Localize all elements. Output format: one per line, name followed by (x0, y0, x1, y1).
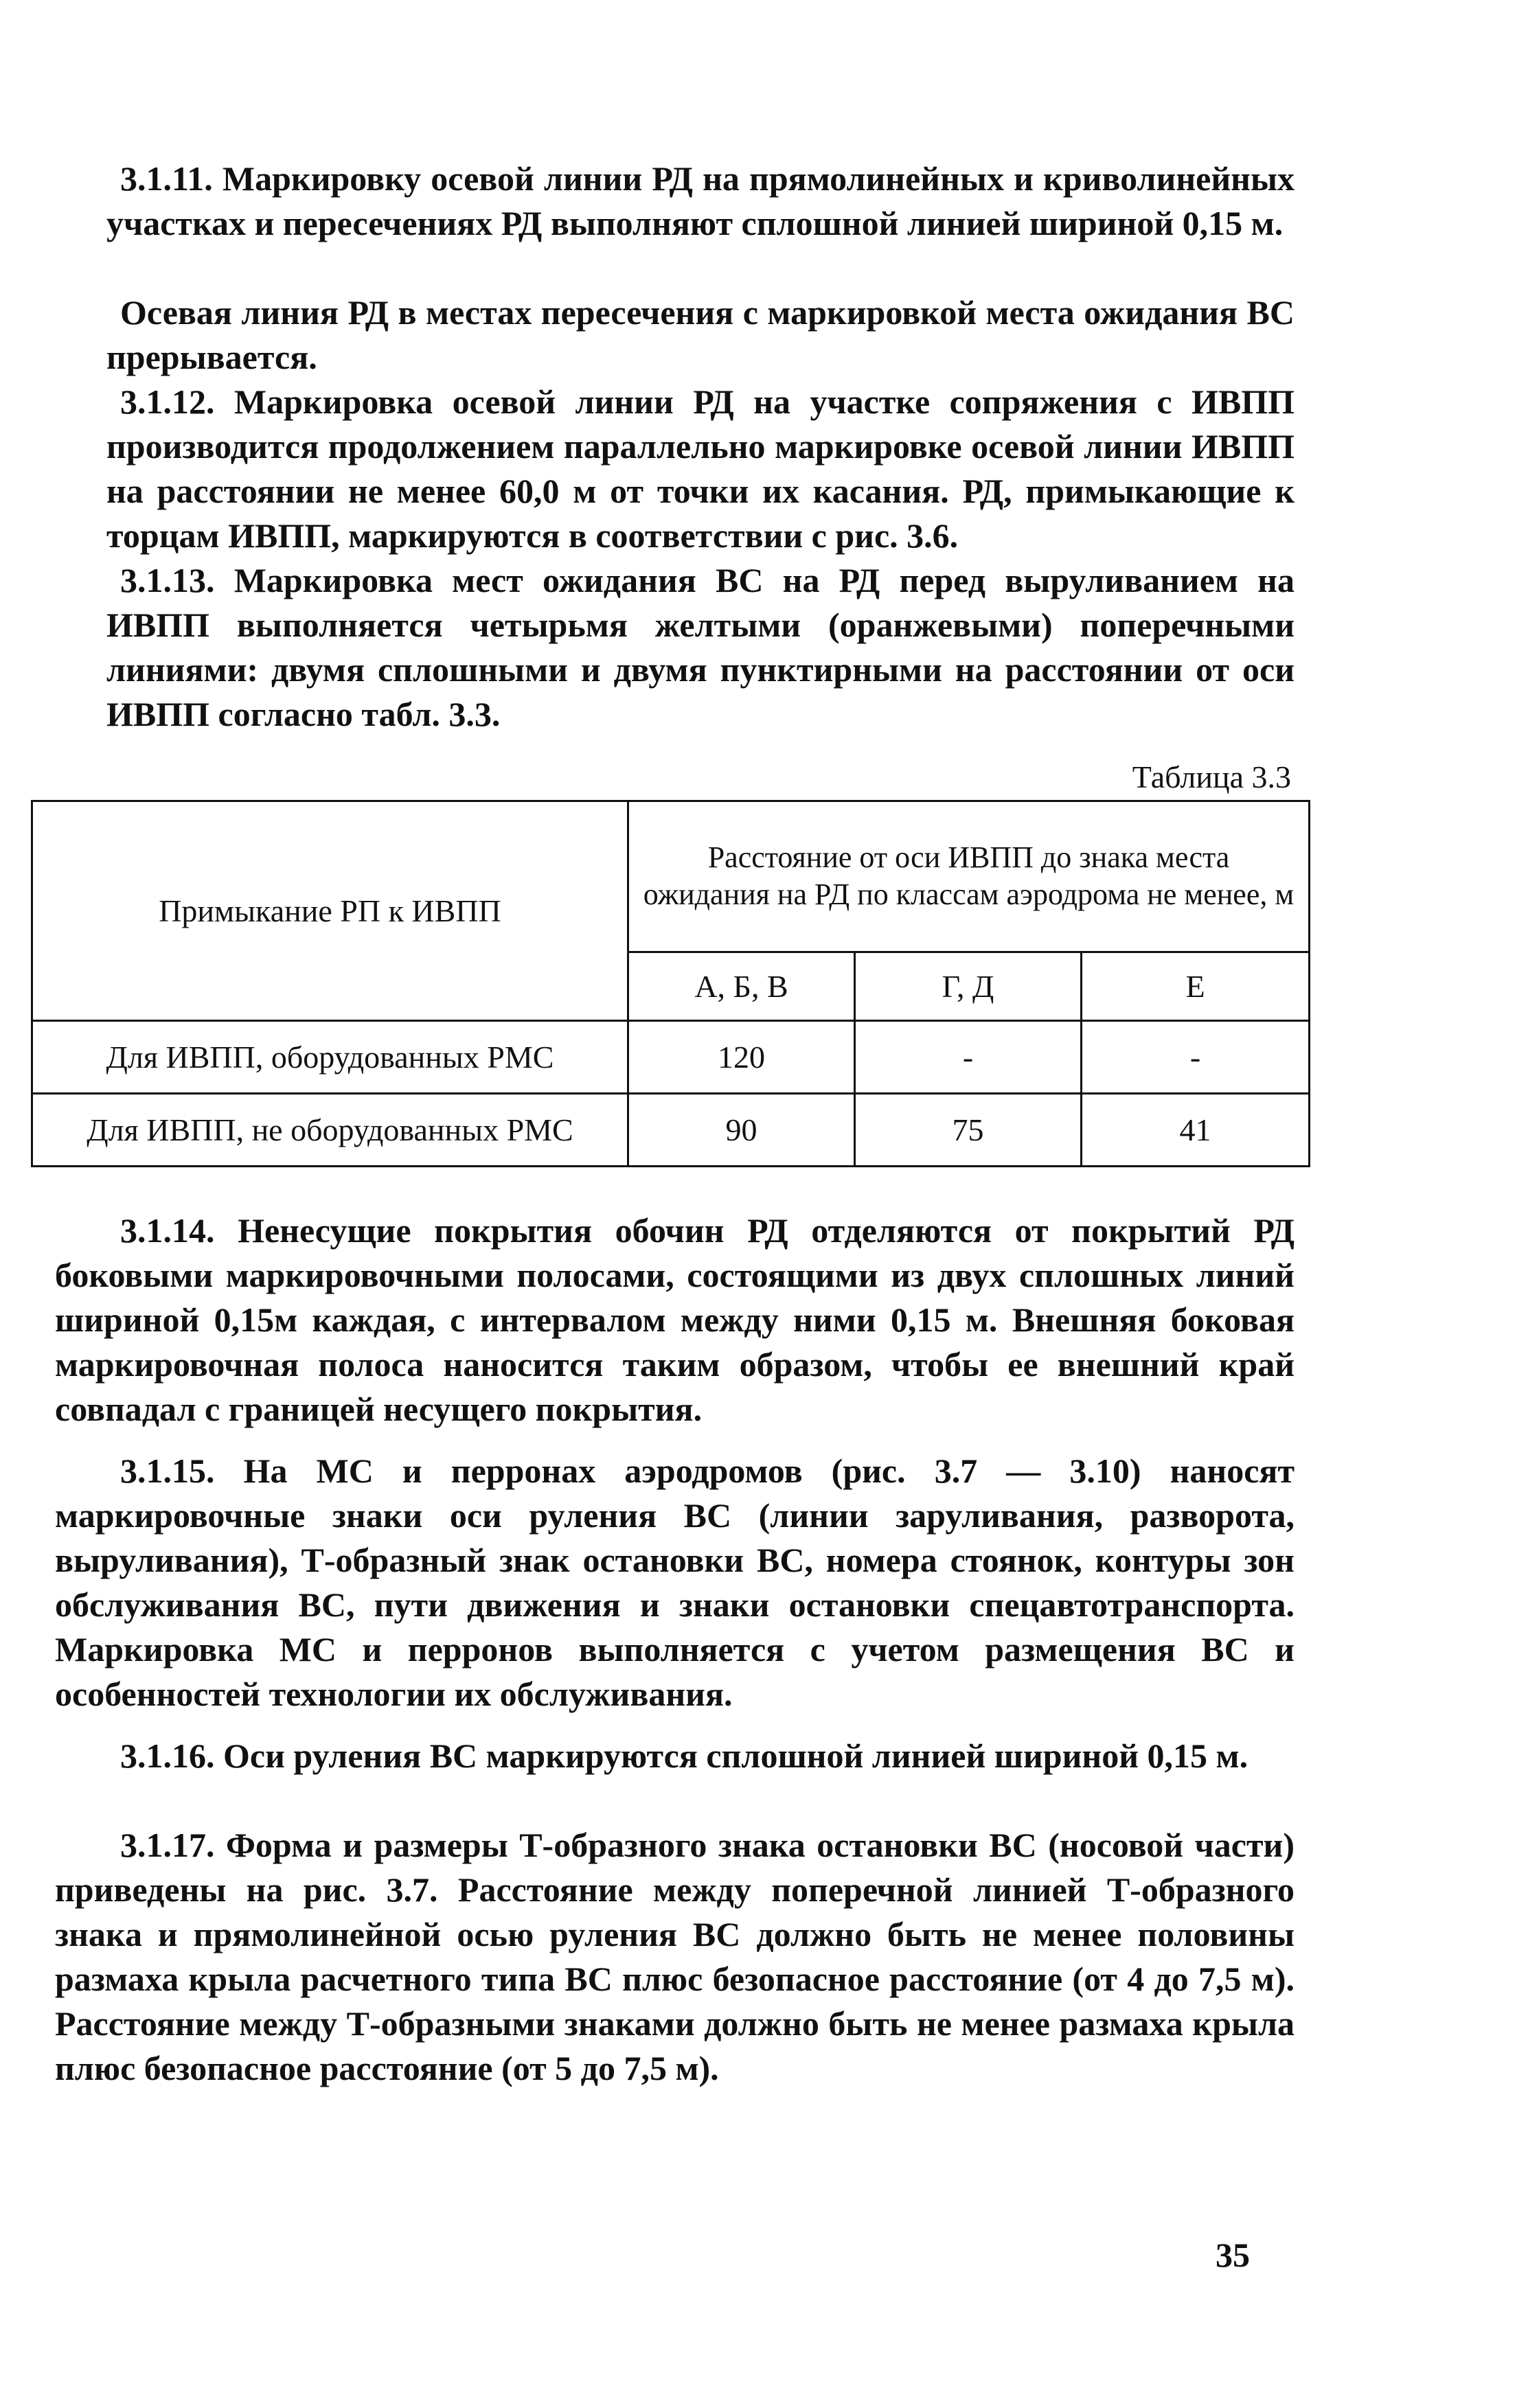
paragraph-axis-interrupt: Осевая линия РД в местах пересечения с маркировкой места ожидания ВС прерывается. (106, 293, 1295, 376)
paragraph-3-1-11: 3.1.11. Маркировку осевой линии РД на прямолинейных и криволинейных участках и пересечениях РД выполняют сплошной линией шириной 0,15 м. (106, 159, 1295, 242)
paragraph-3-1-13: 3.1.13. Маркировка мест ожидания ВС на РД перед выруливанием на ИВПП выполняется четырьмя желтыми (оранжевыми) поперечными линиями: двумя сплошными и двумя пунктирными на расстоянии от оси ИВПП согласно табл. 3.3. (106, 561, 1295, 733)
table-group-header: Расстояние от оси ИВПП до знака места ожидания на РД по классам аэродрома не менее, м (628, 801, 1310, 952)
table-caption: Таблица 3.3 (1132, 759, 1291, 794)
table-row-header: Примыкание РП к ИВПП (32, 801, 628, 1021)
table-column-header: А, Б, В (628, 952, 855, 1021)
table-cell: - (855, 1021, 1082, 1094)
table-cell: - (1082, 1021, 1310, 1094)
table-row (32, 1021, 1310, 1094)
paragraph-3-1-17: 3.1.17. Форма и размеры Т-образного знака остановки ВС (носовой части) приведены на рис. 3.7. Расстояние между поперечной линией Т-образного знака и прямолинейной осью руления ВС должно быть не менее половины размаха крыла расчетного типа ВС плюс безопасное расстояние (от 4 до 7,5 м). Расстояние между Т-образными знаками должно быть не менее размаха крыла плюс безопасное расстояние (от 5 до 7,5 м). (55, 1826, 1295, 2087)
table-row (32, 1094, 1310, 1167)
table-column-header: Е (1082, 952, 1310, 1021)
table-row-label: Для ИВПП, не оборудованных РМС (32, 1094, 628, 1167)
table-row-label: Для ИВПП, оборудованных РМС (32, 1021, 628, 1094)
table-cell: 120 (628, 1021, 855, 1094)
paragraph-3-1-16: 3.1.16. Оси руления ВС маркируются сплошной линией шириной 0,15 м. (120, 1736, 1248, 1775)
paragraph-3-1-14: 3.1.14. Ненесущие покрытия обочин РД отделяются от покрытий РД боковыми маркировочными полосами, состоящими из двух сплошных линий шириной 0,15м каждая, с интервалом между ними 0,15 м. Внешняя боковая маркировочная полоса наносится таким образом, чтобы ее внешний край совпадал с границей несущего покрытия. (55, 1211, 1295, 1428)
paragraph-3-1-15: 3.1.15. На МС и перронах аэродромов (рис. 3.7 — 3.10) наносят маркировочные знаки оси руления ВС (линии заруливания, разворота, выруливания), Т-образный знак остановки ВС, номера стоянок, контуры зон обслуживания ВС, пути движения и знаки остановки спецавтотранспорта. Маркировка МС и перронов выполняется с учетом размещения ВС и особенностей технологии их обслуживания. (55, 1452, 1295, 1713)
table-cell: 41 (1082, 1094, 1310, 1167)
paragraph-3-1-12: 3.1.12. Маркировка осевой линии РД на участке сопряжения с ИВПП производится продолжением параллельно маркировке осевой линии ИВПП на расстоянии не менее 60,0 м от точки их касания. РД, примыкающие к торцам ИВПП, маркируются в соответствии с рис. 3.6. (106, 382, 1295, 555)
table-cell: 90 (628, 1094, 855, 1167)
table-cell: 75 (855, 1094, 1082, 1167)
table-column-header: Г, Д (855, 952, 1082, 1021)
table-3-3 (31, 800, 1310, 1167)
page-number: 35 (1216, 2236, 1250, 2274)
